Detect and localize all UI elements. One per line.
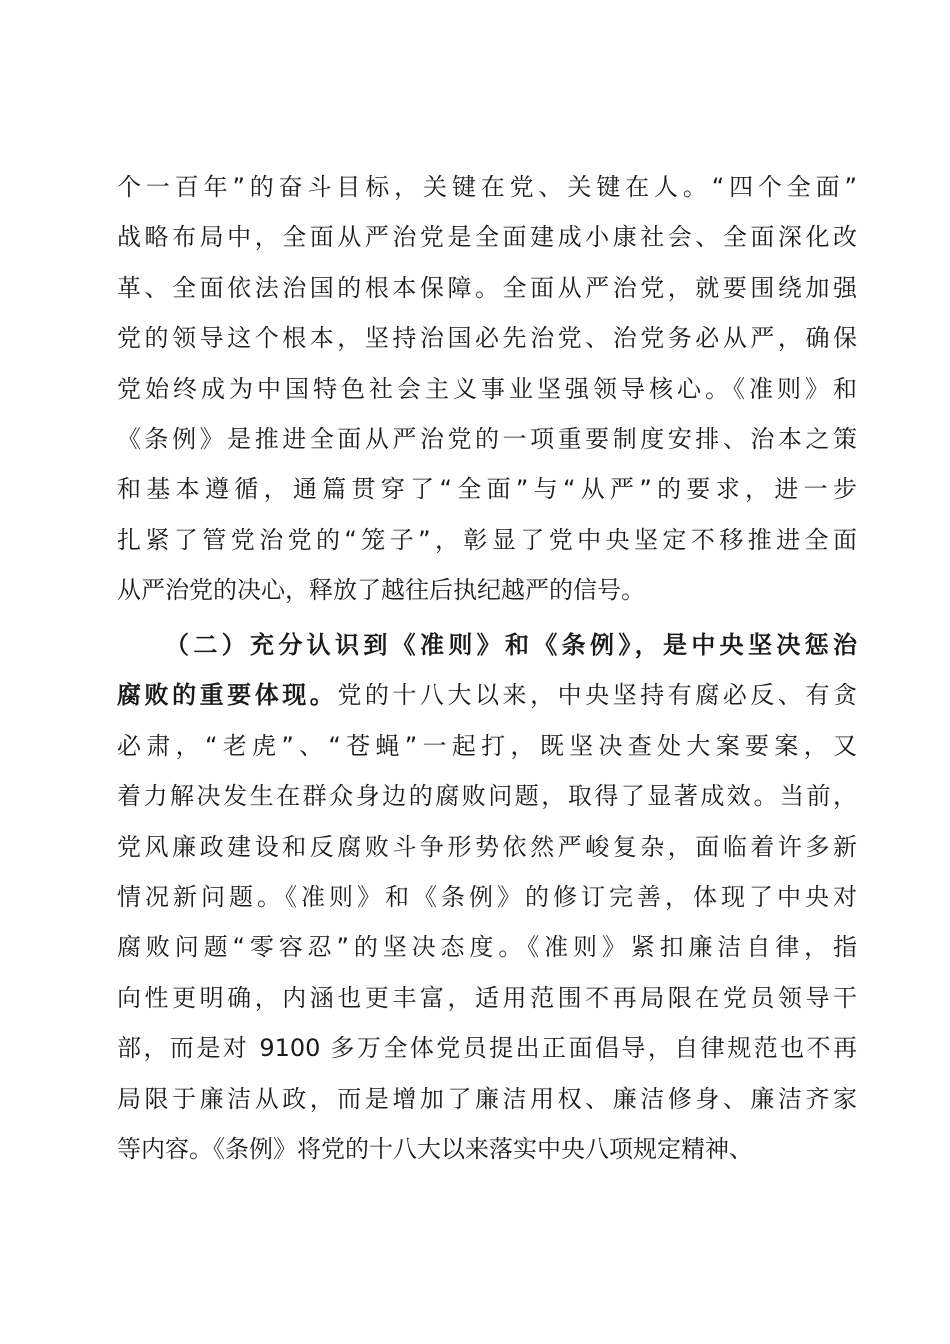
paragraph-2-line: 必肃，“老虎”、“苍蝇”一起打，既坚决查处大案要案，又 <box>117 731 857 760</box>
section-heading: （二）充分认识到《准则》和《条例》，是中央坚决惩治 <box>165 631 857 659</box>
paragraph-1 <box>117 162 857 616</box>
paragraph-1-line: 和基本遵循，通篇贯穿了“全面”与“从严”的要求，进一步 <box>117 475 857 504</box>
paragraph-1-line: 战略布局中，全面从严治党是全面建成小康社会、全面深化改 <box>117 223 857 252</box>
paragraph-2-text: 党的十八大以来，中央坚持有腐必反、有贪 <box>337 681 858 710</box>
paragraph-1-line: 党始终成为中国特色社会主义事业坚强领导核心。《准则》和 <box>117 374 857 403</box>
paragraph-2-line: 局限于廉洁从政，而是增加了廉洁用权、廉洁修身、廉洁齐家 <box>117 1084 857 1113</box>
paragraph-1-line: 扎紧了管党治党的“笼子”，彰显了党中央坚定不移推进全面 <box>117 525 857 554</box>
paragraph-2-line <box>117 670 857 720</box>
paragraph-2-line: 情况新问题。《准则》和《条例》的修订完善，体现了中央对 <box>117 882 857 911</box>
paragraph-1-line: 革、全面依法治国的根本保障。全面从严治党，就要围绕加强 <box>117 273 857 302</box>
paragraph-2-line: 腐败问题“零容忍”的坚决态度。《准则》紧扣廉洁自律，指 <box>117 933 857 962</box>
paragraph-2-line: 等内容。《条例》将党的十八大以来落实中央八项规定精神、 <box>117 1134 753 1163</box>
paragraph-2-line: 党风廉政建设和反腐败斗争形势依然严峻复杂，面临着许多新 <box>117 832 857 861</box>
paragraph-1-line: 个一百年”的奋斗目标，关键在党、关键在人。“四个全面” <box>117 173 857 201</box>
paragraph-1-line: 从严治党的决心，释放了越往后执纪越严的信号。 <box>117 576 645 605</box>
paragraph-2-line: 部，而是对 9100 多万全体党员提出正面倡导，自律规范也不再 <box>117 1034 857 1063</box>
paragraph-1-line: 《条例》是推进全面从严治党的一项重要制度安排、治本之策 <box>117 424 857 453</box>
paragraph-2-line: 向性更明确，内涵也更丰富，适用范围不再局限在党员领导干 <box>117 983 857 1012</box>
paragraph-1-line: 党的领导这个根本，坚持治国必先治党、治党务必从严，确保 <box>117 324 857 353</box>
paragraph-2 <box>117 620 857 1174</box>
section-heading-end: 腐败的重要体现。 <box>117 681 338 710</box>
paragraph-2-line: 着力解决发生在群众身边的腐败问题，取得了显著成效。当前， <box>117 782 857 811</box>
